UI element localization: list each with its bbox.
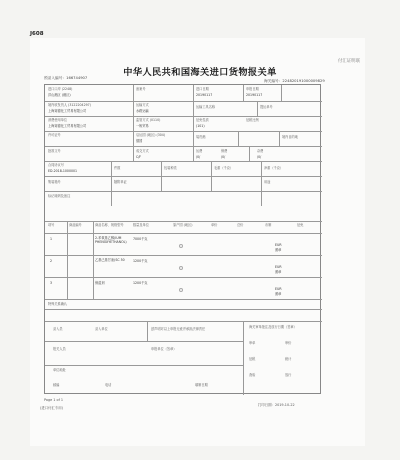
declaration-number: 海关编号：224820191000009829 [264, 79, 325, 83]
rule [45, 221, 322, 222]
rule [45, 309, 322, 310]
documents-label: 随附单证 [114, 180, 127, 184]
packages-label: 件数 [114, 166, 121, 170]
terms-label: 成交方式 [136, 149, 149, 153]
bill-of-lading-label: 提运单号 [260, 105, 273, 109]
rule [45, 233, 322, 234]
net-weight-label: 净重（千克） [264, 166, 284, 170]
goods-row-currency: EUR [275, 243, 282, 247]
goods-row-no: 3 [50, 281, 53, 285]
declare-date-label: 申报日期 [246, 87, 259, 91]
entry-unit-label: 录入单位 [95, 327, 108, 331]
consignee-label: 境内收发货人 (3122204297) [48, 103, 91, 107]
consignee-value: 上海赛德化工贸易有限公司 [48, 109, 87, 113]
marks-label: 标记唛码及备注 [48, 194, 71, 198]
destination-label: 境内目的地 [282, 135, 298, 139]
postal-code-label: 邮编 [53, 383, 60, 387]
rule [45, 131, 322, 132]
rule [249, 146, 250, 161]
import-date-value: 20190117 [196, 93, 213, 97]
rule [93, 221, 94, 299]
goods-row-qty: 7000千克 [133, 237, 148, 241]
goods-row-currency: EUR [275, 287, 282, 291]
rule [111, 176, 112, 206]
declarant-label: 报关人员 [53, 347, 66, 351]
origin-mark [179, 266, 183, 270]
rule [45, 101, 322, 102]
inspection-label: 查验 [249, 373, 256, 377]
copy-purpose: (进口付汇专用) [40, 406, 63, 410]
page-number: Page 1 of 1 [44, 398, 64, 402]
import-port-value: 洋山港区 (港区) [48, 93, 71, 97]
fill-date-label: 填制日期 [195, 383, 208, 387]
entry-person-label: 录入员 [53, 327, 63, 331]
tax-levy-label: 征税比例 [246, 118, 259, 122]
origin-country-label: 启运国 (地区) (304) [136, 133, 166, 137]
goods-header-origin: 原产国 (地区) [173, 223, 193, 227]
insurance-label: 保费 [221, 149, 228, 153]
price-review-label: 审价 [285, 341, 292, 345]
container-label: 集装箱号 [48, 180, 61, 184]
rule [45, 277, 322, 278]
approval-label: 批准文号 [48, 149, 61, 153]
rule [211, 161, 212, 176]
rule [147, 321, 148, 341]
record-no-label: 备案号 [136, 87, 146, 91]
contract-value: ED-2018-1000001 [48, 169, 78, 173]
rule [279, 131, 280, 146]
origin-mark [179, 288, 183, 292]
license-label: 许可证号 [48, 133, 61, 137]
rule [111, 161, 112, 176]
transport-value: 水路运输 [136, 109, 149, 113]
misc-fee-value: /0/ [257, 155, 262, 159]
goods-row-qty: 1200千克 [133, 281, 148, 285]
goods-header-name: 商品名称、规格型号 [95, 223, 124, 227]
freight-label: 运费 [196, 149, 203, 153]
rule [211, 176, 212, 191]
goods-header-price: 单价 [211, 223, 218, 227]
rule [243, 85, 244, 101]
goods-header-total: 总价 [237, 223, 244, 227]
tax-nature-value: (101) [196, 124, 205, 128]
goods-header-no: 项号 [48, 223, 55, 227]
levy-label: 征税 [249, 357, 256, 361]
rule [45, 341, 243, 342]
goods-header-code: 商品编号 [69, 223, 82, 227]
rule [281, 85, 282, 101]
loading-port-label: 装货港 [196, 135, 206, 139]
goods-row-qty: 1200千克 [133, 259, 148, 263]
goods-row-levy: 照章 [275, 270, 282, 274]
statistics-label: 统计 [285, 357, 292, 361]
origin-mark [179, 244, 183, 248]
contract-label: 合同协议号 [48, 163, 64, 167]
rule [243, 321, 244, 395]
rule [45, 255, 322, 256]
rule [161, 161, 162, 176]
goods-row-name: 保湿剂 [95, 281, 105, 285]
print-date: 打印日期：2019-10-22 [258, 403, 295, 407]
rule [45, 146, 322, 147]
freight-value: /0/ [196, 155, 201, 159]
form-code: J608 [30, 31, 44, 37]
rule [45, 116, 322, 117]
review-label: 审单 [249, 341, 256, 345]
customs-remarks-label: 海关审单批注及放行日期（签章） [249, 325, 297, 329]
copy-seal-label: 付汇证明联 [338, 59, 360, 64]
document-title: 中华人民共和国海关进口货物报关单 [123, 67, 277, 78]
goods-row-currency: EUR [275, 265, 282, 269]
rule [133, 85, 134, 161]
declaration-statement: 兹声明对以上申报无讹并承担法律责任 [151, 327, 206, 331]
rule [238, 131, 239, 146]
rule [67, 221, 68, 299]
rule [45, 161, 322, 162]
goods-row-levy: 照章 [275, 248, 282, 252]
declarant-sign-label: 申报单位（签章） [151, 347, 177, 351]
release-label: 放行 [285, 373, 292, 377]
declare-date-value: 20190117 [246, 93, 263, 97]
import-date-label: 进口日期 [196, 87, 209, 91]
supervision-label: 监管方式 (0110) [136, 118, 161, 122]
rule [193, 85, 194, 161]
supervision-value: 一般贸易 [136, 124, 149, 128]
goods-row-name: 2-苯氧基乙醇(IUM PHENOXYETHANOL) [95, 236, 127, 244]
rule [257, 101, 258, 116]
pre-entry-number: 预录入编号：166744907 [44, 76, 88, 80]
rule [45, 299, 322, 300]
rule [45, 191, 322, 192]
goods-header-currency: 币制 [265, 223, 272, 227]
misc-fee-label: 杂费 [257, 149, 264, 153]
declaration-form [44, 84, 321, 394]
import-port-label: 进口口岸 (2248) [48, 87, 73, 91]
packing-label: 包装种类 [164, 166, 177, 170]
rule [45, 321, 322, 322]
special-relation-label: 特殊关系确认 [48, 302, 68, 306]
terms-value: C/F [136, 155, 142, 159]
unit-address-label: 单位地址 [53, 368, 66, 372]
rule [261, 191, 262, 206]
goods-row-no: 1 [50, 237, 53, 241]
transport-label: 运输方式 [136, 103, 149, 107]
goods-row-no: 2 [50, 259, 53, 263]
phone-label: 电话 [105, 383, 112, 387]
gross-weight-label: 毛重（千克） [214, 166, 234, 170]
tax-nature-label: 征免性质 [196, 118, 209, 122]
goods-row-name: 乙基己基甘油(SC 50 [95, 258, 125, 262]
goods-header-levy: 征免 [297, 223, 304, 227]
rule [45, 365, 243, 366]
insurance-value: /0/ [221, 155, 226, 159]
usage-label: 用途 [264, 180, 271, 184]
origin-country-value: 德国 [136, 139, 143, 143]
consumer-unit-value: 上海赛德化工贸易有限公司 [48, 124, 87, 128]
goods-row-levy: 照章 [275, 292, 282, 296]
rule [161, 176, 162, 191]
vessel-label: 运输工具名称 [196, 105, 216, 109]
rule [261, 161, 262, 176]
rule [261, 176, 262, 191]
rule [45, 176, 322, 177]
goods-header-qty: 数量及单位 [133, 223, 149, 227]
consumer-unit-label: 消费使用单位 [48, 118, 68, 122]
